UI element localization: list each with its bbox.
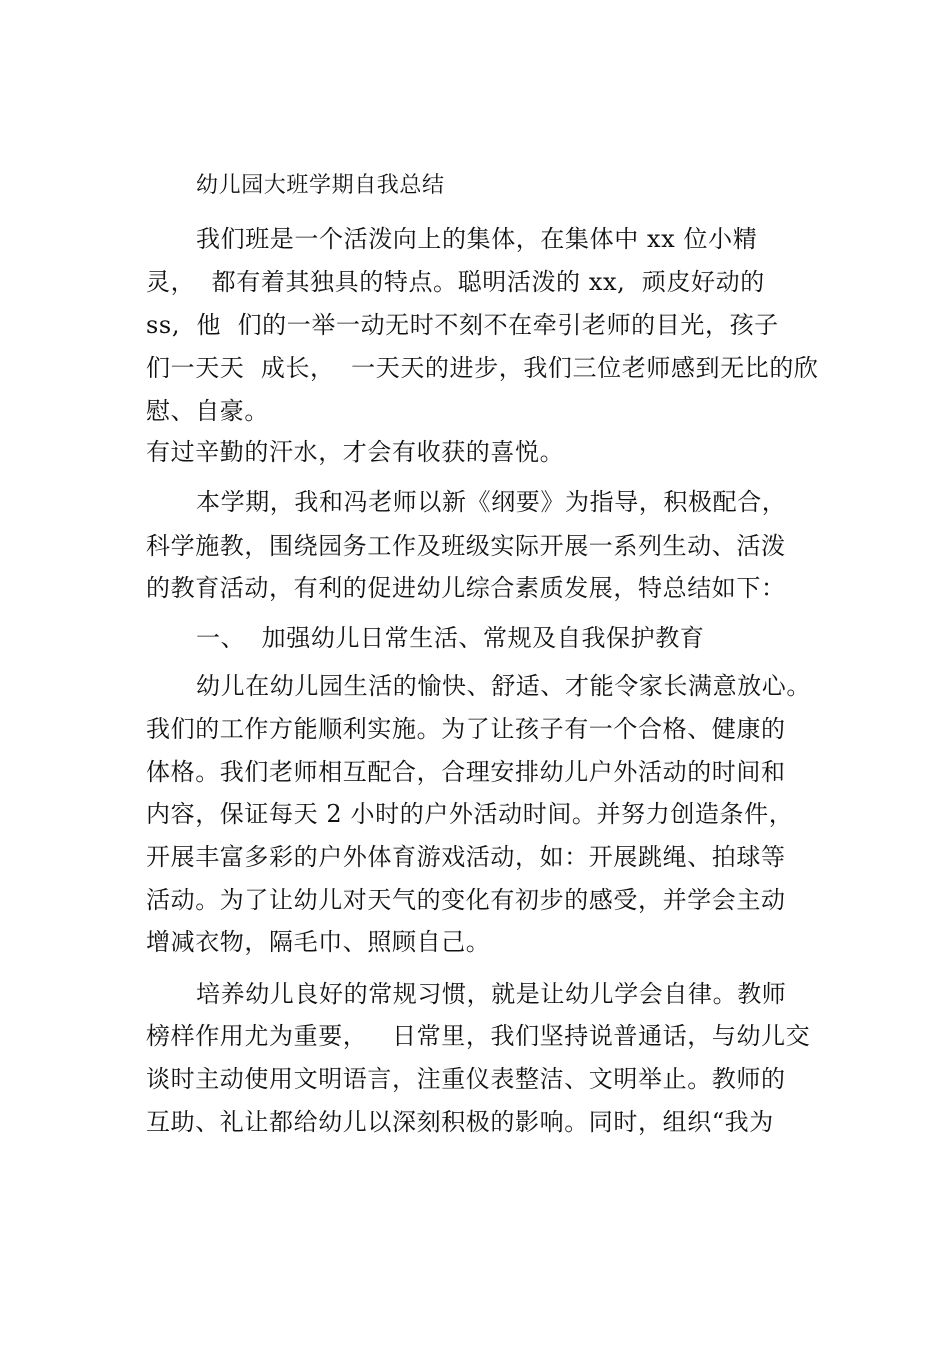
paragraph-line: 榜样作用尤为重要， 日常里，我们坚持说普通话，与幼儿交 xyxy=(146,1022,811,1050)
paragraph-line: 内容，保证每天 2 小时的户外活动时间。并努力创造条件， xyxy=(146,800,794,828)
paragraph-line: 慰、自豪。 xyxy=(146,397,269,425)
paragraph-line: 幼儿在幼儿园生活的愉快、舒适、才能令家长满意放心。 xyxy=(196,672,811,700)
paragraph-line: 灵， 都有着其独具的特点。聪明活泼的 xx, 顽皮好动的 xyxy=(146,268,765,296)
paragraph-line: 谈时主动使用文明语言，注重仪表整洁、文明举止。教师的 xyxy=(146,1065,786,1093)
document-title: 幼儿园大班学期自我总结 xyxy=(196,173,445,198)
paragraph-line: 活动。为了让幼儿对天气的变化有初步的感受，并学会主动 xyxy=(146,886,786,914)
paragraph-line: 科学施教，围绕园务工作及班级实际开展一系列生动、活泼 xyxy=(146,532,786,560)
paragraph-line: 培养幼儿良好的常规习惯，就是让幼儿学会自律。教师 xyxy=(196,980,787,1008)
paragraph-line: 体格。我们老师相互配合，合理安排幼儿户外活动的时间和 xyxy=(146,758,786,786)
section-heading: 一、 加强幼儿日常生活、常规及自我保护教育 xyxy=(196,624,705,652)
paragraph-line: 有过辛勤的汗水，才会有收获的喜悦。 xyxy=(146,438,565,466)
paragraph-line: 增减衣物，隔毛巾、照顾自己。 xyxy=(146,928,491,956)
paragraph-line: 开展丰富多彩的户外体育游戏活动，如：开展跳绳、拍球等 xyxy=(146,843,786,871)
paragraph-line: 们一天天 成长， 一天天的进步，我们三位老师感到无比的欣 xyxy=(146,354,819,382)
paragraph-line: 的教育活动，有利的促进幼儿综合素质发展，特总结如下： xyxy=(146,574,786,602)
paragraph-line: 我们班是一个活泼向上的集体，在集体中 xx 位小精 xyxy=(196,225,758,253)
paragraph-line: ss, 他 们的一举一动无时不刻不在牵引老师的目光，孩子 xyxy=(146,311,779,339)
paragraph-line: 我们的工作方能顺利实施。为了让孩子有一个合格、健康的 xyxy=(146,715,786,743)
paragraph-line: 互助、礼让都给幼儿以深刻积极的影响。同时，组织“我为 xyxy=(146,1108,774,1136)
paragraph-line: 本学期，我和冯老师以新《纲要》为指导，积极配合， xyxy=(196,488,787,516)
